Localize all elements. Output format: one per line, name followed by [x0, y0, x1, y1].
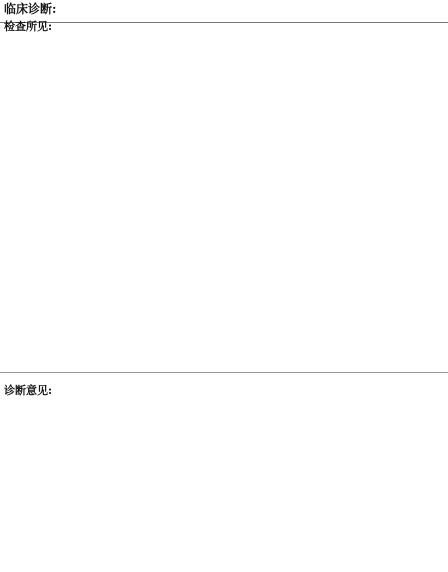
findings-heading: 检查所见:	[4, 20, 53, 33]
clinical-diagnosis-heading: 临床诊断:	[4, 2, 57, 16]
diagnosis-section	[4, 382, 444, 570]
findings-section	[4, 18, 444, 373]
section-divider	[0, 372, 448, 373]
diagnosis-heading: 诊断意见:	[4, 384, 53, 397]
